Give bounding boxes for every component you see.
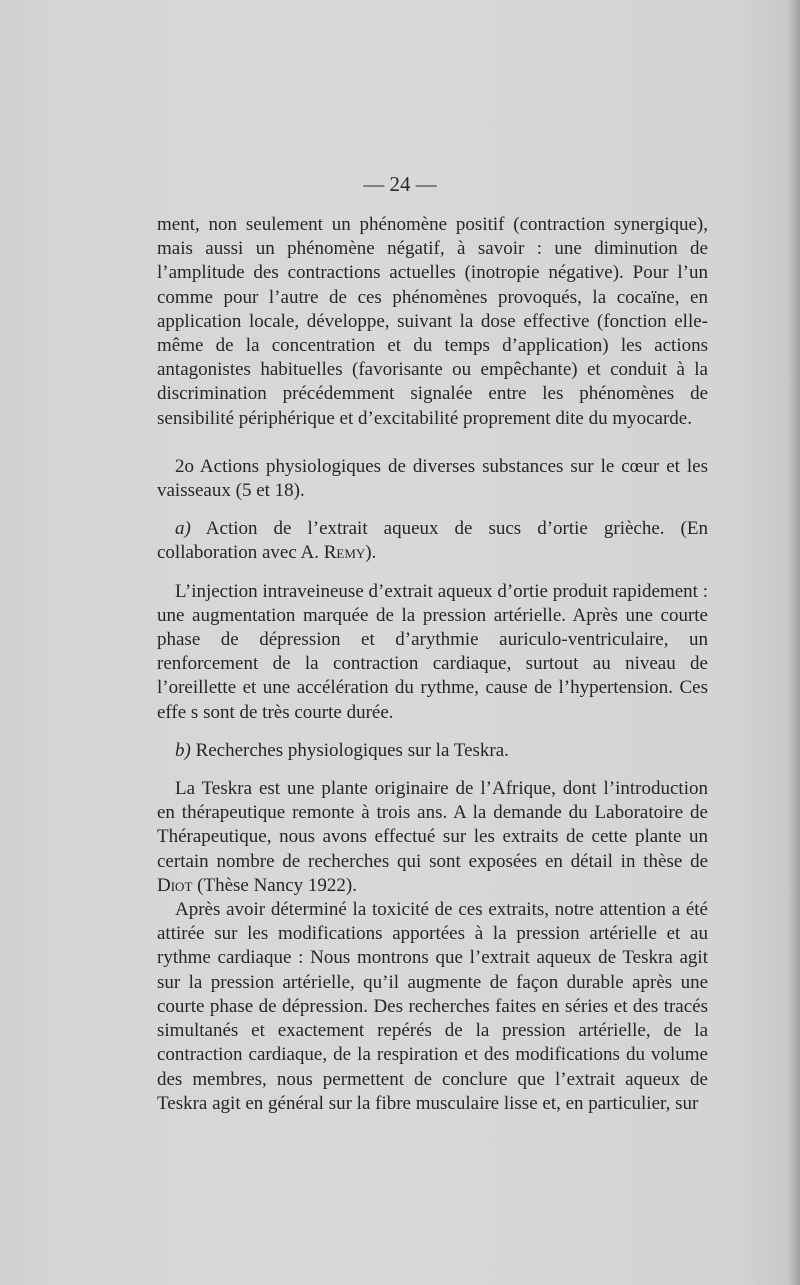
teskra-1-author: Diot <box>157 874 193 896</box>
subsection-b-text: Recherches physiologiques sur la Teskra. <box>190 739 509 761</box>
teskra-1-text: La Teskra est une plante originaire de l’Afrique, dont l’introduction en thérapeutique remonte à trois ans. A la demande du Laboratoire de Thérapeutique, nous avons effectué sur les extraits de cette plante un certain nombre de recherches qui sont exposées en détail in thèse de <box>157 778 708 872</box>
subsection-a-text: Action de l’extrait aqueux de sucs d’ortie grièche. (En collaboration avec A. <box>157 518 708 564</box>
section-heading-2: 2o Actions physiologiques de diverses substances sur le cœur et les vaisseaux (5 et 18). <box>157 455 708 502</box>
subsection-a-author: Remy <box>323 542 366 564</box>
body-text <box>157 213 708 1116</box>
paragraph-1: ment, non seulement un phénomène positif (contraction synergique), mais aussi un phénomène négatif, à savoir : une diminution de l’amplitude des contractions actuelles (inotropie négative). Pour l’un comme pour l’autre de ces phénomènes provoqués, la cocaïne, en application locale, développe, suivant la dose effective (fonction elle-même de la concentration et du temps d’application) les actions antagonistes habituelles (favorisante ou empêchante) et conduit à la discrimination précédemment signalée entre les phénomènes de sensibilité périphérique et d’excitabilité proprement dite du myocarde. <box>157 214 708 429</box>
teskra-1-end: (Thèse Nancy 1922). <box>192 874 357 896</box>
subsection-b-label: b) <box>175 739 191 761</box>
subsection-a <box>157 517 708 565</box>
subsection-b <box>157 739 708 763</box>
paragraph-ortie: L’injection intraveineuse d’extrait aqueux d’ortie produit rapidement : une augmentation marquée de la pression artérielle. Après une courte phase de dépression et d’arythmie auriculo-ventriculaire, un renforcement de la contraction cardiaque, surtout au niveau de l’oreillette et une accélération du rythme, cause de l’hypertension. Ces effe s sont de très courte durée. <box>157 580 708 723</box>
paragraph-teskra-1 <box>157 777 708 898</box>
subsection-a-label: a) <box>175 518 191 540</box>
page-number: — 24 — <box>363 172 437 196</box>
paragraph-teskra-2: Après avoir déterminé la toxicité de ces extraits, notre attention a été attirée sur les modifications apportées à la pression artérielle et au rythme cardiaque : Nous montrons que l’extrait aqueux de Teskra agit sur la pression artérielle, qu’il augmente de façon durable après une courte phase de dépression. Des recherches faites en séries et des tracés simultanés et exactement repérés de la pression artérielle, de la contraction cardiaque, de la respiration et des modifications du volume des membres, nous permettent de conclure que l’extrait aqueux de Teskra agit en général sur la fibre musculaire lisse et, en particulier, sur <box>157 899 708 1114</box>
subsection-a-end: ). <box>365 542 377 564</box>
